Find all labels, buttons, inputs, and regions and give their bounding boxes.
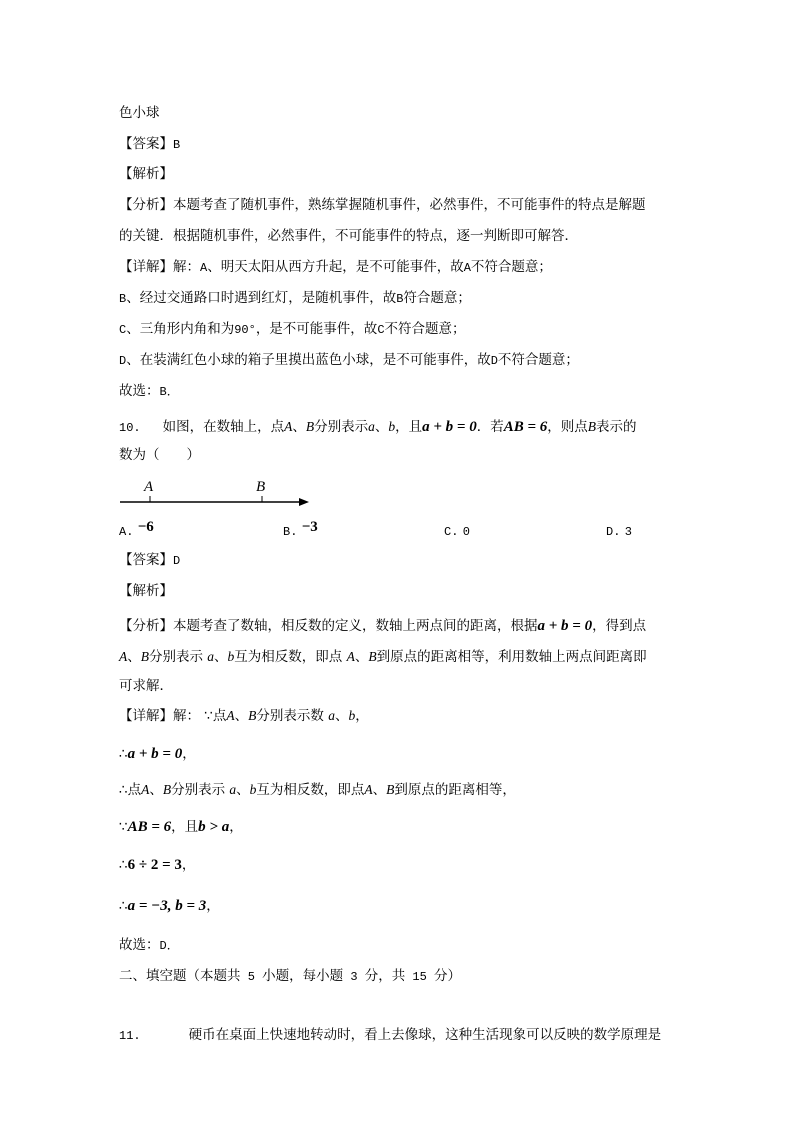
text: A (463, 261, 471, 275)
text: 故选： (119, 383, 160, 399)
text: 不符合题意； (470, 259, 552, 275)
text: a (229, 782, 237, 797)
choose-line (119, 382, 179, 401)
text: a (207, 649, 215, 664)
option-key: A. (119, 525, 134, 539)
math-equation: a + b = 0 (127, 746, 183, 762)
text: 二、填空题（本题共 (119, 968, 241, 984)
math-equation: 6 ÷ 2 = 3 (127, 857, 182, 873)
choose-line (119, 936, 179, 955)
text: ，是不可能事件，故 (255, 321, 378, 337)
text: 可求解． (119, 678, 173, 694)
text: b (388, 419, 396, 434)
math-equation: AB = 6 (503, 419, 548, 435)
text: 90° (234, 323, 256, 337)
text: 、 (127, 649, 141, 665)
text: 表示的 (596, 419, 637, 435)
math-line (119, 897, 220, 915)
text: 故选： (119, 937, 160, 953)
text: 的关键．根据随机事件，必然事件，不可能事件的特点，逐一判断即可解答． (119, 228, 578, 244)
math-line (119, 818, 243, 836)
text: ， (182, 746, 196, 762)
option-value: 0 (462, 525, 470, 539)
number-line-figure (119, 474, 319, 514)
text: B (162, 782, 172, 797)
math-equation: b > a (198, 819, 230, 835)
answer-tag: 【答案】 (119, 552, 173, 568)
text: ， (206, 898, 220, 914)
text: C (119, 323, 127, 337)
math-equation: a + b = 0 (422, 419, 477, 435)
text: 小题，每小题 (262, 968, 344, 984)
fenxi-line (119, 617, 646, 635)
text: 解： (173, 259, 200, 275)
text: 解： (173, 708, 200, 724)
text: b (249, 782, 257, 797)
xiangjie-tag: 【详解】 (119, 708, 173, 724)
text: B (368, 649, 377, 664)
option-b (283, 519, 318, 541)
text: ∵点 (204, 708, 227, 724)
question-number: 11. (119, 1029, 141, 1043)
text: 、经过交通路口时遇到红灯，是随机事件，故 (126, 290, 397, 306)
text: A (200, 261, 208, 275)
point-label-a: A (144, 479, 154, 495)
option-c (444, 522, 470, 541)
text: 、三角形内角和为 (126, 321, 235, 337)
analysis-heading (119, 165, 173, 183)
text: B (119, 292, 127, 306)
section-heading (119, 967, 461, 986)
math-line (119, 856, 195, 874)
text-line (119, 289, 471, 308)
text: B． (159, 385, 179, 399)
text: B (386, 782, 395, 797)
text: A (119, 649, 128, 664)
text-line (119, 446, 200, 464)
text: ，得到点 (592, 618, 647, 634)
text: D． (159, 939, 179, 953)
math-equation: AB = 6 (127, 819, 172, 835)
xiangjie-tag: 【详解】 (119, 259, 173, 275)
text: 、 (374, 419, 389, 435)
text: B (140, 649, 149, 664)
text: ，且 (171, 819, 199, 835)
option-value: −6 (137, 519, 154, 535)
text: 互为相反数，即点 (234, 649, 343, 665)
text: B (396, 292, 404, 306)
text: 硬币在桌面上快速地转动时，看上去像球，这种生活现象可以反映的数学原理是 (188, 1027, 662, 1043)
text: 分，共 (364, 968, 406, 984)
question-11 (119, 1026, 661, 1045)
text: A (226, 708, 235, 723)
text-line (119, 648, 647, 666)
text: A (346, 649, 355, 664)
answer-line (119, 551, 180, 570)
text: b (348, 708, 356, 723)
text: D (490, 354, 498, 368)
analysis-tag: 【解析】 (119, 583, 173, 599)
text: 、在装满红色小球的箱子里摸出蓝色小球，是不可能事件，故 (126, 352, 491, 368)
text: ， (181, 857, 196, 873)
text-line: ∴点A、B分别表示 a、b互为相反数，即点A、B到原点的距离相等， (119, 782, 516, 798)
text: B (248, 708, 257, 723)
because-symbol: ∵ (119, 819, 128, 835)
analysis-tag: 【解析】 (119, 166, 173, 182)
text: b (227, 649, 235, 664)
text: 本题考查了数轴，相反数的定义，数轴上两点间的距离，根据 (173, 618, 538, 634)
answer-tag: 【答案】 (119, 136, 173, 152)
text: ，则点 (547, 419, 588, 435)
analysis-heading (119, 582, 173, 600)
text: D (119, 354, 127, 368)
text: 、明天太阳从西方升起，是不可能事件，故 (207, 259, 464, 275)
text-line (119, 227, 578, 245)
text: B (305, 419, 315, 434)
fenxi-tag: 【分析】 (119, 197, 173, 213)
option-a (119, 519, 154, 541)
text: 15 (412, 970, 427, 984)
text: 5 (247, 970, 255, 984)
option-key: C. (444, 525, 459, 539)
text: 不符合题意； (497, 352, 579, 368)
number-line-svg (119, 474, 319, 514)
text: 分别表示 (171, 782, 226, 798)
xiangjie-line (119, 258, 552, 277)
text: 不符合题意； (384, 321, 466, 337)
text: C (377, 323, 385, 337)
text: 数为（ ） (119, 447, 200, 463)
text: ， (229, 819, 243, 835)
therefore-symbol: ∴ (119, 746, 128, 762)
fenxi-tag: 【分析】 (119, 618, 173, 634)
text: 、 (292, 419, 306, 435)
text: 到原点的距离相等， (394, 782, 516, 798)
text: ∴点 (119, 782, 142, 798)
text: 分别表示数 (256, 708, 324, 724)
text-line (119, 104, 160, 122)
text: 、 (354, 649, 369, 665)
text: B (587, 419, 597, 434)
text: 符合题意； (403, 290, 471, 306)
question-10 (119, 418, 637, 437)
text: 色小球 (119, 105, 160, 121)
text-line (119, 351, 579, 370)
text: ．若 (476, 419, 504, 435)
text: 本题考查了随机事件，熟练掌握随机事件，必然事件，不可能事件的特点是解题 (173, 197, 646, 213)
text: A (364, 782, 373, 797)
text: a (368, 419, 375, 434)
text: a (328, 708, 335, 723)
text: 分） (434, 968, 462, 984)
answer-value: B (173, 138, 181, 152)
option-value: −3 (301, 519, 318, 535)
text: A (141, 782, 150, 797)
answer-value: D (173, 554, 181, 568)
text-line (119, 320, 466, 339)
fenxi-line (119, 196, 646, 214)
text: 分别表示 (149, 649, 203, 665)
text: 、 (214, 649, 228, 665)
option-key: B. (283, 525, 298, 539)
text: ，且 (395, 419, 423, 435)
text: 到原点的距离相等，利用数轴上两点间距离即 (376, 649, 647, 665)
answer-line (119, 135, 180, 154)
text: 如图，在数轴上，点 (162, 419, 285, 435)
therefore-symbol: ∴ (119, 898, 128, 914)
text-line (119, 677, 173, 695)
question-number: 10. (119, 421, 141, 435)
therefore-symbol: ∴ (119, 857, 128, 873)
math-equation: a = −3, b = 3 (127, 898, 207, 914)
option-key: D. (606, 525, 621, 539)
option-value: 3 (624, 525, 632, 539)
point-label-b: B (256, 479, 266, 495)
option-d (606, 522, 632, 541)
xiangjie-line: 【详解】解： ∵点A、B分别表示数 a、b， (119, 708, 369, 724)
math-line (119, 745, 196, 763)
text: 3 (350, 970, 358, 984)
math-equation: a + b = 0 (537, 618, 593, 634)
text: A (284, 419, 293, 434)
text: 互为相反数，即点 (256, 782, 365, 798)
text: ， (355, 708, 369, 724)
text: 分别表示 (314, 419, 369, 435)
